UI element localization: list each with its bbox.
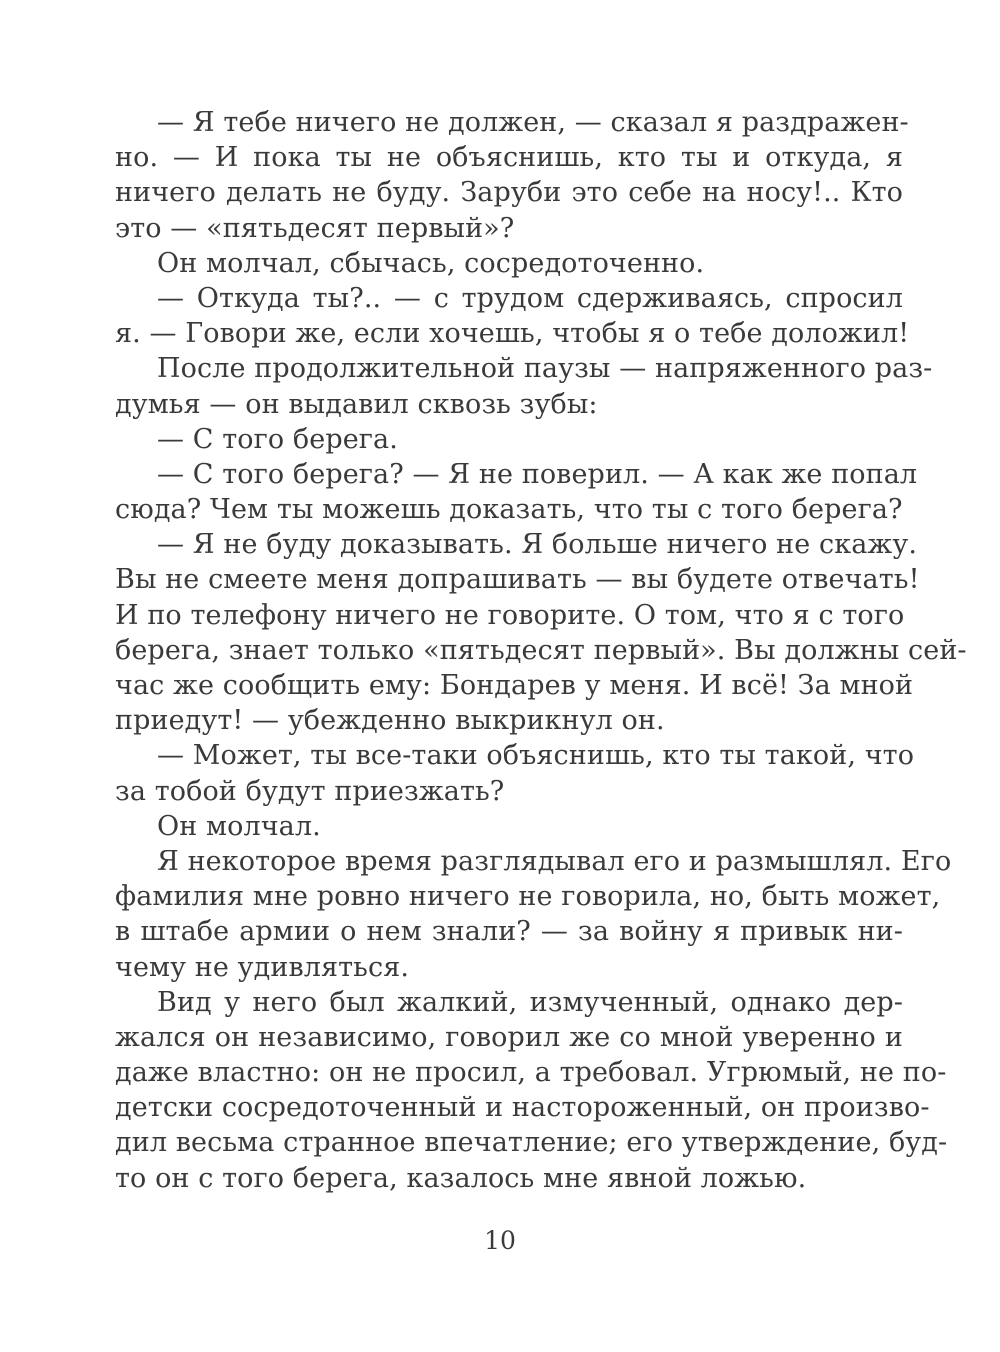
text-line: — С того берега? — Я не поверил. — А как же попал <box>157 458 918 490</box>
body-text <box>115 105 967 1196</box>
text-line: — Я не буду доказывать. Я больше ничего не скажу. <box>157 529 918 561</box>
paragraph <box>115 246 903 281</box>
paragraph <box>115 351 933 421</box>
paragraph <box>115 527 967 738</box>
text-line: час же сообщить ему: Бондарев у меня. И всё! За мной <box>115 670 914 701</box>
paragraph <box>115 809 903 844</box>
paragraph <box>115 422 903 457</box>
paragraph <box>115 281 910 351</box>
text-line: чему не удивляться. <box>115 951 410 983</box>
paragraph <box>115 105 909 246</box>
text-line: за тобой будут приезжать? <box>115 775 505 807</box>
text-line: — Откуда ты?.. — с трудом сдерживаясь, спросил <box>157 282 903 314</box>
text-line: но. — И пока ты не объяснишь, кто ты и откуда, я <box>115 142 903 174</box>
text-line: ничего делать не буду. Заруби это себе на носу!.. Кто <box>115 177 903 209</box>
text-line: После продолжительной паузы — напряженного раз- <box>157 353 933 385</box>
text-line: Я некоторое время разглядывал его и размышлял. Его <box>157 845 952 877</box>
paragraph <box>115 985 948 1196</box>
text-line: приедут! — убежденно выкрикнул он. <box>115 705 665 737</box>
text-line: я. — Говори же, если хочешь, чтобы я о тебе доложил! <box>115 318 910 350</box>
text-line: дил весьма странное впечатление; его утверждение, буд- <box>115 1127 948 1159</box>
paragraph <box>115 738 915 808</box>
text-line: — Может, ты все-таки объяснишь, кто ты такой, что <box>157 740 915 772</box>
text-line: Он молчал, сбычась, сосредоточенно. <box>157 247 705 279</box>
page-number: 10 <box>484 1226 516 1255</box>
text-line: жался он независимо, говорил же со мной уверенно и <box>115 1021 903 1053</box>
text-line: — С того берега. <box>157 423 398 455</box>
text-line: думья — он выдавил сквозь зубы: <box>115 388 598 420</box>
paragraph <box>115 457 918 527</box>
text-line: в штабе армии о нем знали? — за войну я привык ни- <box>115 916 903 948</box>
text-line: детски сосредоточенный и настороженный, он произво- <box>115 1092 930 1124</box>
text-line: даже властно: он не просил, а требовал. Угрюмый, не по- <box>115 1057 947 1089</box>
text-line: фамилия мне ровно ничего не говорила, но, быть может, <box>115 881 941 913</box>
text-line: берега, знает только «пятьдесят первый». Вы должны сей- <box>115 634 967 666</box>
text-line: И по телефону ничего не говорите. О том, что я с того <box>115 599 905 631</box>
text-line: это — «пятьдесят первый»? <box>115 212 515 244</box>
text-line: Он молчал. <box>157 810 321 842</box>
text-line: то он с того берега, казалось мне явной ложью. <box>115 1162 807 1194</box>
text-line: — Я тебе ничего не должен, — сказал я раздражен- <box>157 107 909 138</box>
text-line: сюда? Чем ты можешь доказать, что ты с того берега? <box>115 494 903 526</box>
text-line: Вид у него был жалкий, измученный, однако дер- <box>157 986 903 1018</box>
text-line: Вы не смеете меня допрашивать — вы будете отвечать! <box>115 564 920 596</box>
paragraph <box>115 844 952 985</box>
